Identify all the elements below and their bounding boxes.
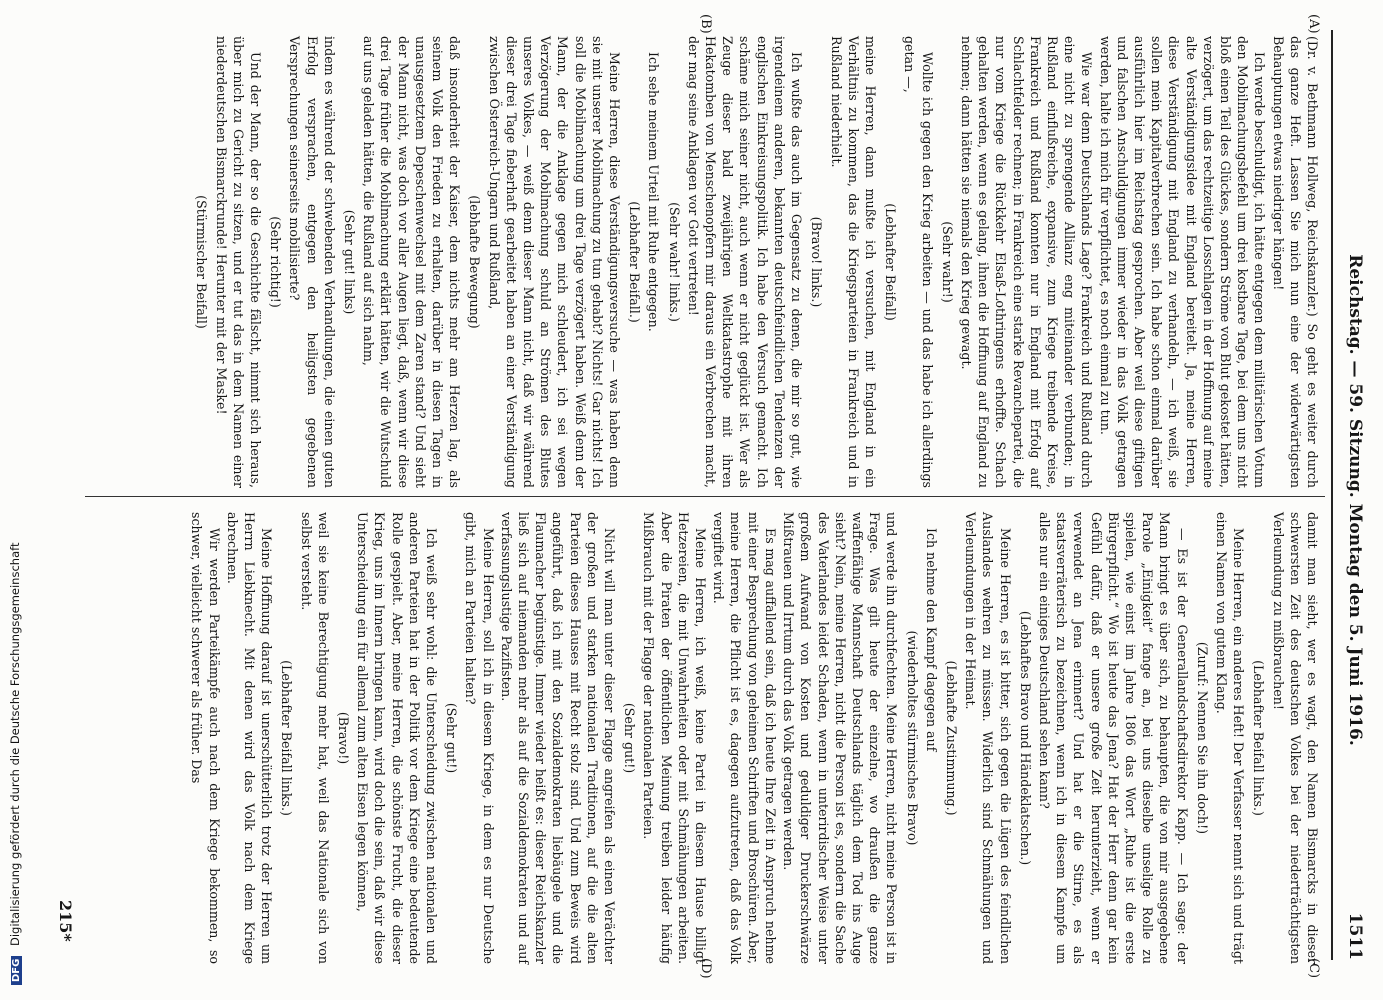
paragraph: daß insonderheit der Kaiser, dem nichts mehr am Herzen lag, als seinem Volk den Frieden zu erhalten, darüber in diesen Tagen in unausgesetztem Depeschenwechsel mit dem Zaren stand? Und sieht der Mann nicht, was doch vor aller Augen liegt, daß, wenn wir diese drei Tage früher die Mobilmachung erklärt hätten, wir die Wutschuld auf uns geladen hätten, die Rußland auf sich nahm,: [361, 36, 463, 488]
paragraph: weil sie keine Berechtigung mehr hat, weil das Nationale sich von selbst versteht.: [298, 512, 331, 964]
paragraph: Meine Herren, es ist bitter, sich gegen die Lügen des feindlichen Auslandes wehren zu müssen. Widerlich sind Schmähungen und Verleumdungen in der Heimat.: [963, 512, 1013, 964]
interjection: (Sehr wahr! links.): [666, 202, 682, 322]
right-column: [187, 512, 1321, 964]
interjection: (Lebhaftes Bravo und Händeklatschen.): [1017, 610, 1033, 866]
paragraph: Meine Herren, ich weiß, keine Partei in diesem Hause billigt Hetzereien, die mit Unwahrheiten oder mit Schmähungen arbeiten. Aber die Piraten der öffentlichen Meinung treiben leider häufig Mißbrauch mit der Flagge der nationalen Parteien.: [641, 512, 709, 964]
interjection: (Bravo!): [336, 711, 352, 765]
paragraph: damit man sieht, wer es wagt, den Namen Bismarcks in dieser schwersten Zeit des deutschen Volkes bei der niederträchtigsten Verleumdung zu mißbrauchen!: [1270, 512, 1320, 964]
interjection: (Sehr gut!): [444, 702, 460, 774]
paragraph: Ich sehe meinem Urteil mit Ruhe entgegen.: [646, 52, 662, 332]
interjection: (Sehr wahr!): [939, 221, 955, 303]
paragraph: Wir werden Parteikämpfe auch nach dem Kriege bekommen, so schwer, vielleicht schwerer als früher. Das: [189, 512, 222, 964]
interjection: (Sehr gut!): [622, 702, 638, 774]
interjection: (Zuruf: Nennen Sie ihn doch!): [1194, 641, 1210, 835]
paragraph: Ich werde beschuldigt, ich hätte entgegen dem militärischen Votum den Mobilmachungsbefehl um drei kostbare Tage, bei dem uns nicht bloß einen Teil des Glückes, sondern Ströme von Blut gekostet hätten, verzögert, um das rechtzeitige Losschlagen in der Hoffnung auf meine alte Verständigungsidee mit England bereitelt. Ja, meine Herren, diese Verständigung mit England zu verhandeln, — ich weiß, sie sollen mein Kapitalverbrechen sein. Ich habe schon einmal darüber ausführlich hier im Reichstag gesprochen. Aber weil diese giftigen und falschen Anschuldigungen immer wieder in das Volk getragen werden, halte ich mich für verpflichtet, es noch einmal zu tun.: [1097, 36, 1268, 488]
paragraph: Ich weiß sehr wohl: die Unterscheidung zwischen nationalen und anderen Parteien hat in der Politik vor dem Kriege eine bedeutende Rolle gespielt. Aber, meine Herren, die schönste Frucht, die dieser Krieg, uns im Innern bringen kann, wird doch die sein, daß wir diese Unterscheidung ein für allemal zum alten Eisen legen können,: [355, 512, 440, 964]
paragraph: Meine Herren, diese Verständigungsversuche — was haben denn sie mit unserer Mobilmachung zu tun gehabt? Nichts! Gar nichts! Ich soll die Mobilmachung um drei Tage verzögert haben. Weiß denn der Mann, der die Anklage gegen mich schleudert, ich sei wegen Verzögerung der Mobilmachung schuld an Strömen des Blutes unseres Volkes, — weiß denn dieser Mann nicht, daß wir während dieser drei Tage fieberhaft gearbeitet haben an einer Verständigung zwischen Österreich-Ungarn und Rußland,: [486, 36, 623, 488]
paragraph: indem es während der schwebenden Verhandlungen, die einen guten Erfolg versprachen, entgegen den heiligsten gegebenen Versprechungen seinerseits mobilisierte?: [287, 36, 337, 488]
paragraph: Meine Hoffnung darauf ist unerschütterlich trotz der Herren um Herrn Liebknecht. Mit denen wird das Volk nach dem Kriege abrechnen.: [224, 512, 275, 964]
margin-marker-b: (B): [698, 14, 713, 34]
interjection: (Sehr richtig!): [268, 216, 284, 308]
margin-marker-a: (A): [1306, 14, 1321, 34]
interjection: (Lebhafter Beifall): [883, 203, 899, 321]
interjection: (Lebhafter Beifall links.): [1251, 660, 1267, 816]
dfg-logo-icon: DFG: [11, 956, 22, 985]
margin-marker-d: (D): [698, 958, 713, 979]
credit-text: Digitalisierung gefördert durch die Deutsche Forschungsgemeinschaft: [8, 542, 22, 946]
paragraph: und werde ihn durchfechten. Meine Herren, nicht meine Person ist in Frage. Was gilt heute der einzelne, wo draußen die ganze waffenfähige Mannschaft Deutschlands täglich dem Tod ins Auge sieht? Nein, meine Herren, nicht die Person ist es, sondern die Sache des Vaterlandes leidet Schaden, wenn in unterirdischer Weise unter großem Aufwand von Kosten und geduldiger Druckerschwärze Mißtrauen und Irrtum durch das Volk getragen werden.: [781, 512, 900, 964]
paragraph: Ich wußte das auch im Gegensatz zu denen, die mir so gut, wie irgendeinem anderen, bekannten deutschfeindlichen Tendenzen der englischen Einkreisungspolitik. Ich habe den Versuch gemacht. Ich schäme mich seiner nicht, auch wenn er nicht geglückt ist. Wer als Zeuge dieser bald zweijährigen Weltkatastrophe mit ihren Hekatomben von Menschenopfern mir daraus ein Verbrechen macht, der mag seine Anklagen vor Gott vertreten!: [685, 36, 805, 488]
paragraph: Nicht will man unter dieser Flagge angreifen als einen Verächter der großen und starken nationalen Traditionen, auf die die alten Parteien dieses Hauses mit Recht stolz sind. Und zum Beweis wird angeführt, daß ich mit den Sozialdemokraten liebäugele und die Flaumacher begünstige. Immer wieder heißt es: dieser Reichskanzler ließ sich auf niemanden mehr als auf die Sozialdemokraten und auf verfassungslustige Pazifisten.: [498, 512, 618, 964]
left-column: [190, 36, 1321, 488]
paragraph: Und der Mann, der so die Geschichte fälscht, nimmt sich heraus, über mich zu Gericht zu sitzen, und er tut das in dem Namen einer niederdeutschen Bismarckrunde! Herunter mit der Maske!: [213, 36, 264, 488]
paragraph: Es mag auffallend sein, daß ich heute Ihre Zeit in Anspruch nehme mit einer Besprechung von geheimen Schriften und Broschüren. Aber, meine Herren, die Pflicht ist es, dagegen aufzutreten, daß das Volk vergiftet wird.: [711, 512, 778, 964]
paragraph: Meine Herren, soll ich in diesem Kriege, in dem es nur Deutsche gibt, mich an Parteien halten?: [463, 512, 496, 964]
header-rule: [1331, 30, 1333, 960]
digitization-credit: [8, 5, 24, 985]
interjection: (Bravo! links.): [809, 216, 825, 308]
interjection: (Sehr gut! links): [342, 209, 358, 315]
sheet-mark: 215*: [56, 900, 75, 942]
paragraph: Wollte ich gegen den Krieg arbeiten — und das habe ich allerdings getan —,: [902, 36, 935, 488]
page-header: [1335, 30, 1365, 970]
interjection: (Lebhafter Beifall links.): [279, 660, 295, 816]
paragraph: Wie war denn Deutschlands Lage? Frankreich und Rußland durch eine nicht zu sprengende Allianz eng miteinander verbunden; in Rußland einflußreiche, expansive, zum Kriege treibende Kreise, Frankreich und Rußland konnten nur in England mit Erfolg auf Schlachtfelder rechnen; in Frankreich eine starke Revanchepartei, die nur vom Kriege die Rückkehr Elsaß-Lothringens erhoffte. Schach gehalten werden, wenn es gelang, ihnen die Hoffnung auf England zu nehmen; dann hätten sie niemals den Krieg gewagt.: [958, 36, 1095, 488]
column-divider: [85, 496, 1325, 497]
interjection: (Lebhafte Zustimmung.): [943, 660, 959, 816]
paragraph: Ich nehme den Kampf dagegen auf: [923, 528, 939, 752]
interjection: (lebhafte Bewegung): [467, 195, 483, 329]
page-number: 1511: [1345, 912, 1365, 960]
margin-marker-c: (C): [1306, 958, 1321, 979]
interjection: (Lebhafter Beifall.): [627, 201, 643, 323]
paragraph: (Dr. v. Bethmann Hollweg, Reichskanzler.) So geht es weiter durch das ganze Heft. Lassen Sie mich nun eine der widerwärtigsten Behauptungen etwas niedriger hängen!: [1270, 36, 1320, 488]
interjection: (Stürmischer Beifall): [194, 195, 210, 329]
paragraph: — Es ist der Generallandschaftsdirektor Kapp. — Ich sage: der Mann bringt es über sich, zu behaupten, die von mir ausgegebene Parole „Einigkeit“ fange an, bei uns dieselbe unselige Rolle zu spielen, wie einst im Jahre 1806 das Wort „Ruhe ist die erste Bürgerpflicht.“ Wo ist heute das Jena? Hat der Herr denn gar kein Gefühl dafür, daß er unsere große Zeit herunterzieht, wenn er verwendet an Jena erinnert? Und hat er die Stirne, es als staatsverräterisch zu bezeichnen, wenn ich in diesem Kampfe um alles nur ein einiges Deutschland sehen kann?: [1036, 512, 1190, 964]
header-title: Reichstag. — 59. Sitzung. Montag den 5. Juni 1916.: [1345, 254, 1365, 746]
paragraph: meine Herren, dann mußte ich versuchen, mit England in ein Verhältnis zu kommen, das die Kriegsparteien in Frankreich und in Rußland niederhielt.: [828, 36, 878, 488]
interjection: (wiederholtes stürmisches Bravo): [904, 630, 920, 846]
paragraph: Meine Herren, ein anderes Heft! Der Verfasser nennt sich und trägt einen Namen von gutem Klang.: [1213, 512, 1247, 964]
